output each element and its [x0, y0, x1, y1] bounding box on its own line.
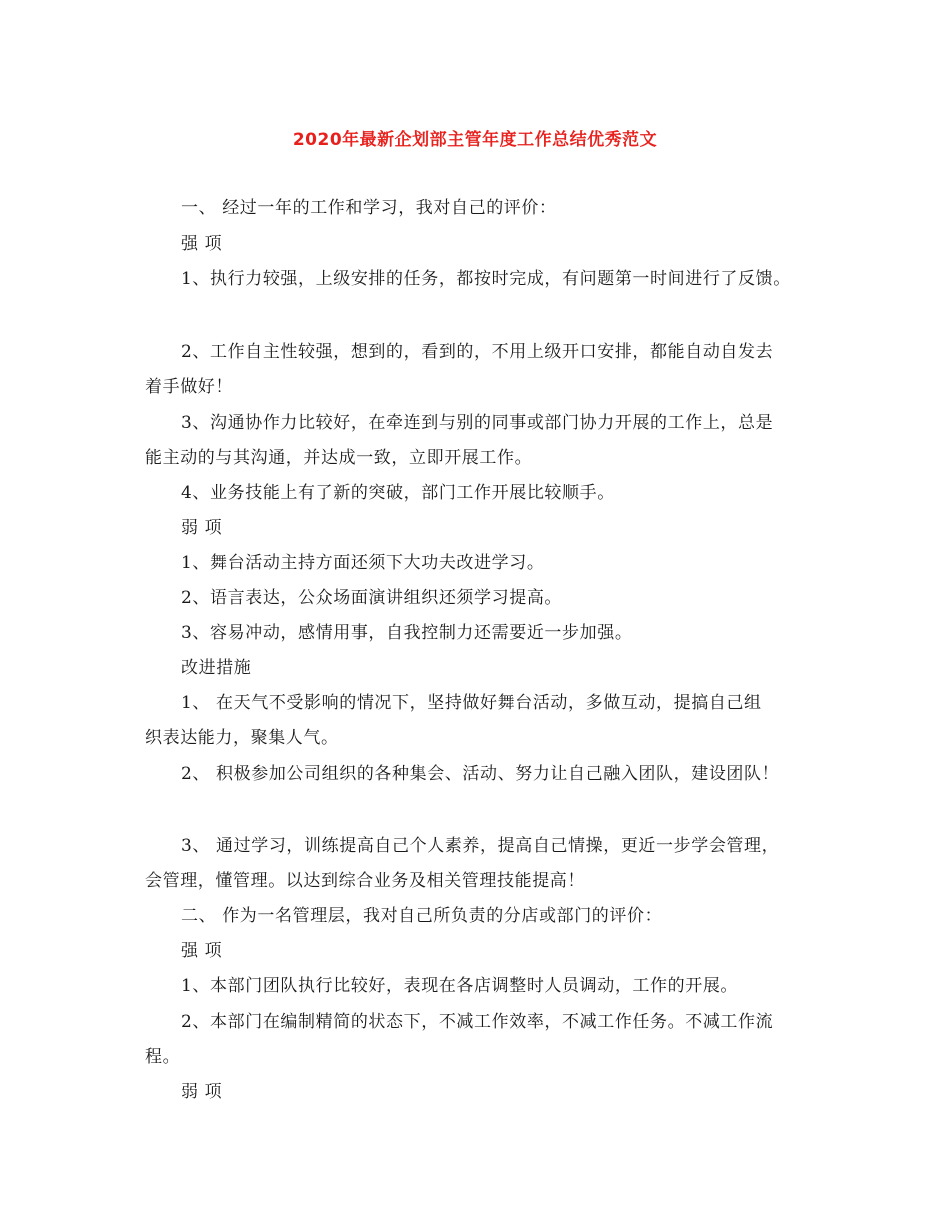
section-heading-1: 一、 经过一年的工作和学习，我对自己的评价：	[181, 198, 557, 218]
paragraph-line: 2、 积极参加公司组织的各种集会、活动、努力让自己融入团队，建设团队！	[181, 764, 780, 784]
subheading-strengths: 强 项	[181, 941, 223, 961]
subheading-weaknesses: 弱 项	[181, 1082, 223, 1102]
paragraph-line: 1、 在天气不受影响的情况下，坚持做好舞台活动，多做互动，提搞自己组	[181, 693, 762, 713]
paragraph-line: 着手做好！	[145, 377, 233, 397]
paragraph-line: 程。	[145, 1047, 181, 1067]
document-title: 2020年最新企划部主管年度工作总结优秀范文	[292, 130, 658, 150]
paragraph-line: 1、本部门团队执行比较好，表现在各店调整时人员调动，工作的开展。	[181, 976, 739, 996]
paragraph-line: 能主动的与其沟通，并达成一致，立即开展工作。	[145, 448, 533, 468]
paragraph-line: 1、执行力较强，上级安排的任务，都按时完成，有问题第一时间进行了反馈。	[181, 269, 791, 289]
subheading-improvements: 改进措施	[181, 658, 252, 678]
paragraph-line: 2、工作自主性较强，想到的，看到的，不用上级开口安排，都能自动自发去	[181, 342, 774, 362]
section-heading-2: 二、 作为一名管理层，我对自己所负责的分店或部门的评价：	[181, 906, 663, 926]
paragraph-line: 3、容易冲动，感情用事，自我控制力还需要近一步加强。	[181, 623, 633, 643]
paragraph-line: 3、 通过学习，训练提高自己个人素养，提高自己情操，更近一步学会管理，	[181, 836, 780, 856]
paragraph-line: 织表达能力，聚集人气。	[145, 728, 339, 748]
subheading-strengths: 强 项	[181, 234, 223, 254]
subheading-weaknesses: 弱 项	[181, 518, 223, 538]
paragraph-line: 2、语言表达，公众场面演讲组织还须学习提高。	[181, 588, 563, 608]
paragraph-line: 1、舞台活动主持方面还须下大功夫改进学习。	[181, 553, 545, 573]
paragraph-line: 4、业务技能上有了新的突破，部门工作开展比较顺手。	[181, 483, 615, 503]
paragraph-line: 3、沟通协作力比较好，在牵连到与别的同事或部门协力开展的工作上，总是	[181, 413, 774, 433]
paragraph-line: 2、本部门在编制精简的状态下，不减工作效率，不减工作任务。不减工作流	[181, 1012, 774, 1032]
paragraph-line: 会管理，懂管理。以达到综合业务及相关管理技能提高！	[145, 871, 585, 891]
